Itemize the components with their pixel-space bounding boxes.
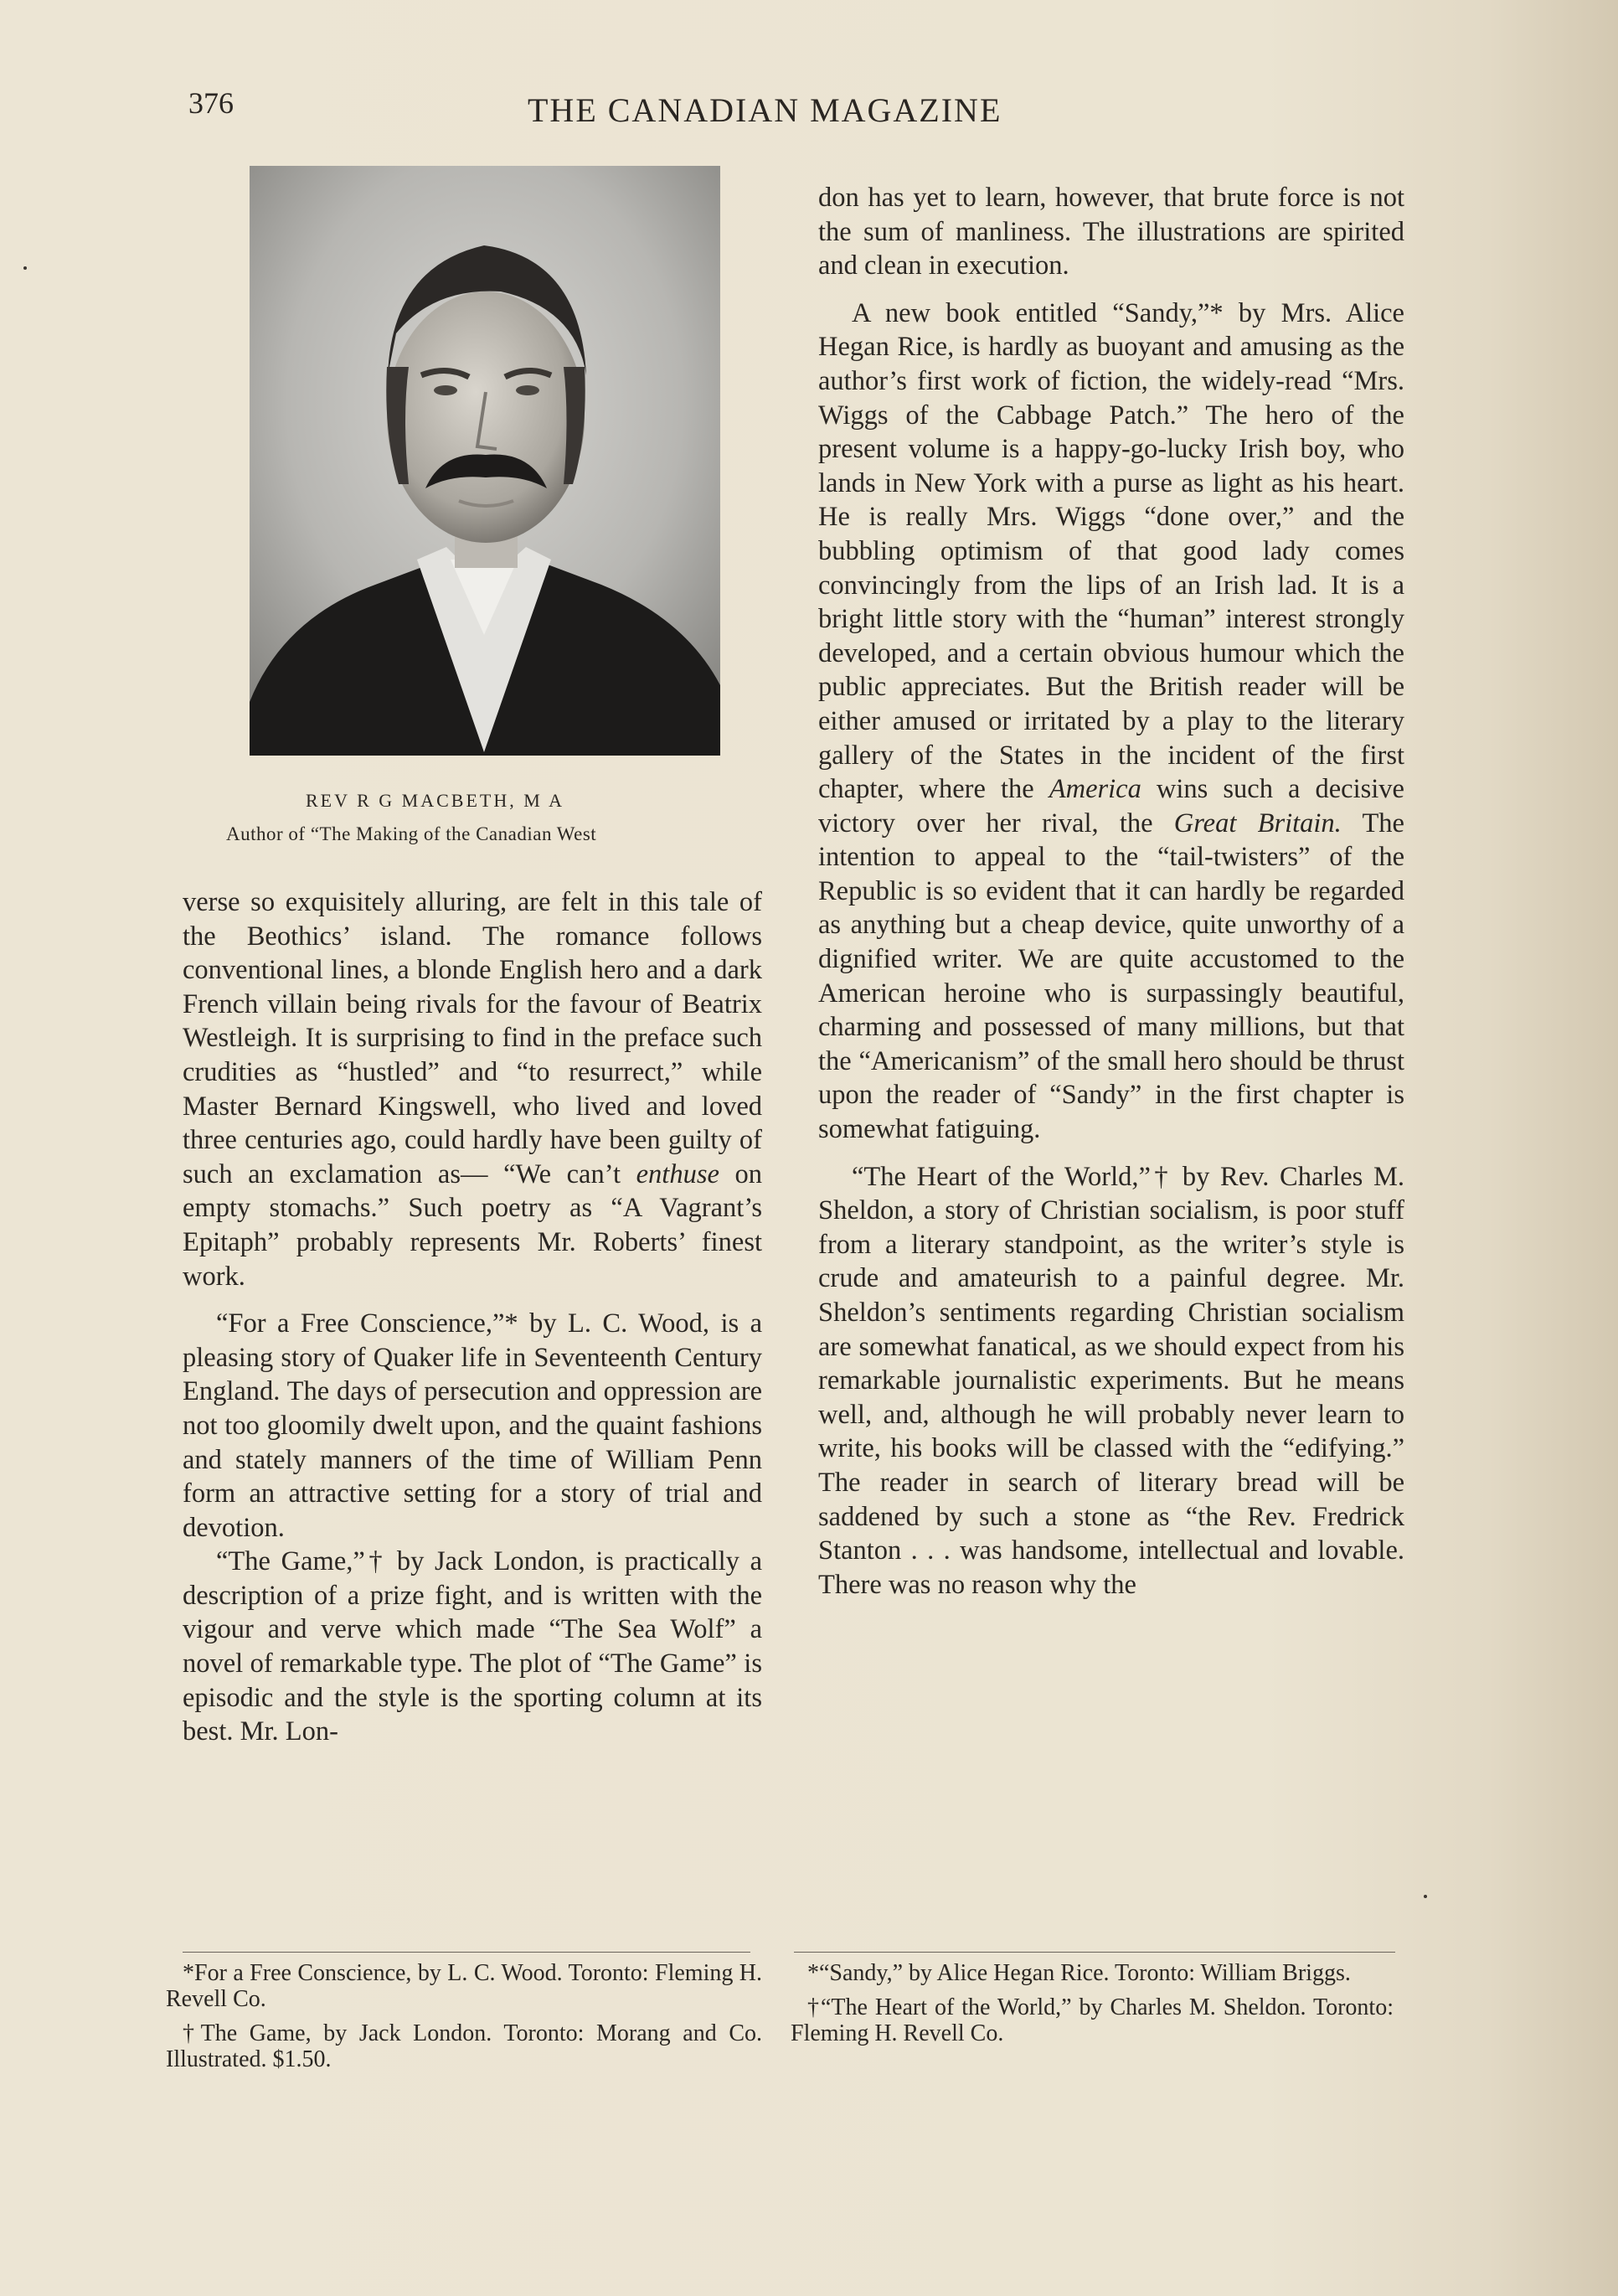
figure-caption-credit: Author of “The Making of the Canadian West — [226, 823, 597, 844]
emphasis-ship-great-britain: Great Britain. — [1173, 807, 1342, 838]
footnote-sandy: *“Sandy,” by Alice Hegan Rice. Toronto: William Briggs. — [807, 1960, 1351, 1986]
left-paragraph-3: “The Game,”† by Jack London, is practically a description of a prize fight, and is written with the vigour and verve which made “The Sea Wolf” a novel of remarkable type. The plot of “The Game” is episodic and the style is the sporting column at its best. Mr. Lon- — [183, 1546, 762, 1747]
portrait-photo — [250, 166, 720, 756]
page-number: 376 — [188, 86, 234, 120]
right-paragraph-3: “The Heart of the World,”† by Rev. Charles M. Sheldon, a story of Christian socialism, is poor stuff from a literary standpoint, as the writer’s style is crude and amateurish to a painful degree. Mr. Sheldon’s sentiments regarding Christian socialism are somewhat fanatical, as we should expect from his remarkable journalistic experiments. But he means well, and, although he will probably never learn to write, his books will be classed with the “edifying.” The reader in search of literary bread will be saddened by such a stone as “the Rev. Fredrick Stanton . . . was handsome, intellectual and lovable. There was no reason why the — [818, 1161, 1404, 1600]
portrait-illustration — [250, 166, 720, 756]
footnotes-right — [791, 1960, 1394, 2055]
footnote-rule-right — [794, 1952, 1395, 1953]
figure-caption-name: REV R G MACBETH, M A — [306, 790, 564, 811]
left-paragraph-2: “For a Free Conscience,”* by L. C. Wood, is a pleasing story of Quaker life in Seventeenth Century England. The days of persecution and oppression are not too gloomily dwelt upon, and the quaint fashions and stately manners of the time of William Penn form an attractive setting for a story of trial and devotion. — [183, 1308, 762, 1543]
footnote-free-conscience: *For a Free Conscience, by L. C. Wood. Toronto: Fleming H. Revell Co. — [166, 1960, 762, 2012]
right-paragraph-2: A new book entitled “Sandy,”* by Mrs. Alice Hegan Rice, is hardly as buoyant and amusing as the author’s first work of fiction, the widely-read “Mrs. Wiggs of the Cabbage Patch.” The hero of the present volume is a happy-go-lucky Irish boy, who lands in New York with a purse as light as his heart. He is really Mrs. Wiggs “done over,” and the bubbling optimism of that good lady comes convincingly from the lips of an Irish lad. It is a bright little story with the “human” interest strongly developed, and a certain obvious humour which the public appreciates. But the British reader will be either amused or irritated by a play to the literary gallery of the States in the incident of the first chapter, where the America wins such a decisive victory over her rival, the Great Britain. The intention to appeal to the “tail-twisters” of the Republic is so evident that it can hardly be regarded as anything but a cheap device, quite unworthy of a dignified writer. We are quite accustomed to the American heroine who is surpassingly beautiful, charming and possessed of many millions, but that the “Americanism” of the small hero should be thrust upon the reader of “Sandy” in the first chapter is somewhat fatiguing. — [818, 297, 1404, 1145]
running-title: THE CANADIAN MAGAZINE — [528, 91, 1002, 129]
footnote-heart-of-the-world: †“The Heart of the World,” by Charles M. Sheldon. Toronto: Fleming H. Revell Co. — [791, 1994, 1394, 2046]
print-speck — [1424, 1895, 1427, 1898]
print-speck — [23, 266, 27, 270]
left-paragraph-1: verse so exquisitely alluring, are felt in this tale of the Beothics’ island. The romance follows conventional lines, a blonde English hero and a dark French villain being rivals for the favour of Beatrix Westleigh. It is surprising to find in the preface such crudities as “hustled” and “to resurrect,” while Master Bernard Kingswell, who lived and loved three centuries ago, could hardly have been guilty of such an exclamation as— “We can’t enthuse on empty stomachs.” Such poetry as “A Vagrant’s Epitaph” probably represents Mr. Roberts’ finest work. — [183, 887, 763, 1292]
footnote-the-game: †The Game, by Jack London. Toronto: Morang and Co. Illustrated. $1.50. — [166, 2020, 762, 2072]
emphasis: enthuse — [636, 1158, 719, 1189]
left-column — [183, 885, 762, 1749]
emphasis-ship-america: America — [1049, 774, 1141, 805]
right-paragraph-1: don has yet to learn, however, that brute force is not the sum of manliness. The illustrations are spirited and clean in execution. — [818, 183, 1404, 281]
right-column — [818, 181, 1404, 1602]
footnote-rule-left — [183, 1952, 750, 1953]
footnotes-left — [166, 1960, 762, 2081]
